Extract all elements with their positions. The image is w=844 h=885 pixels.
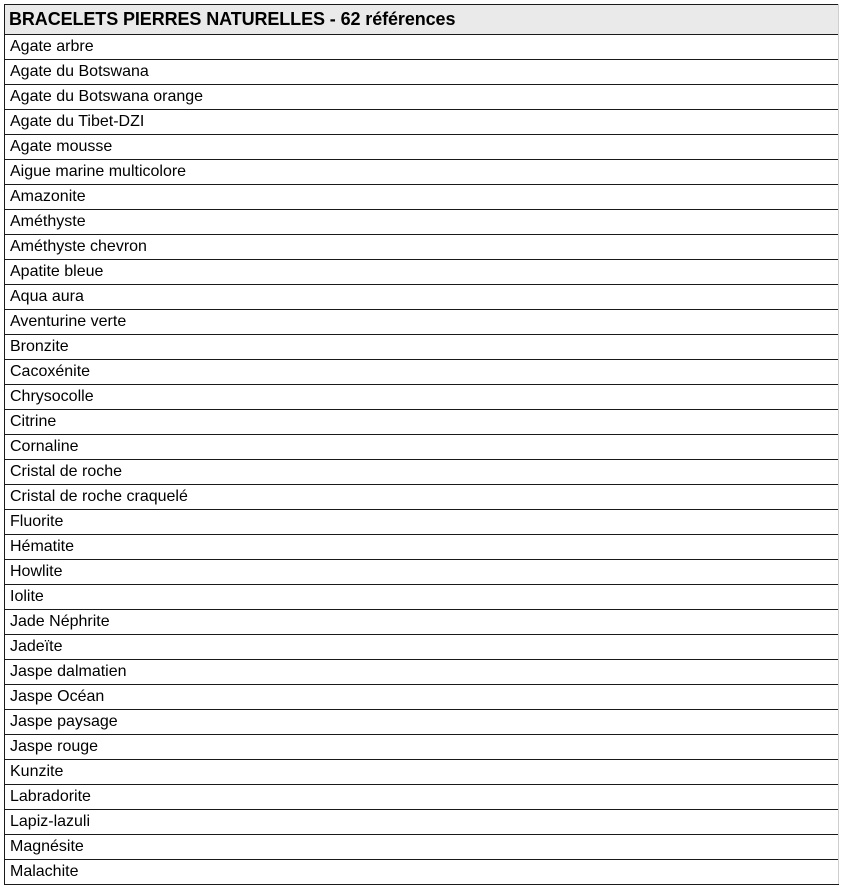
table-row[interactable]: Améthyste [5,210,839,235]
table-row[interactable]: Agate mousse [5,135,839,160]
table-row[interactable]: Cristal de roche [5,460,839,485]
table-row[interactable]: Agate arbre [5,35,839,60]
table-row[interactable]: Hématite [5,535,839,560]
table-row[interactable]: Iolite [5,585,839,610]
table-row[interactable]: Agate du Botswana [5,60,839,85]
table-row[interactable]: Lapiz-lazuli [5,810,839,835]
table-row[interactable]: Howlite [5,560,839,585]
table-row[interactable]: Cristal de roche craquelé [5,485,839,510]
table-row[interactable]: Jade Néphrite [5,610,839,635]
table-row[interactable]: Labradorite [5,785,839,810]
table-row[interactable]: Malachite [5,860,839,885]
table-row[interactable]: Aventurine verte [5,310,839,335]
table-row[interactable]: Jaspe rouge [5,735,839,760]
table-row[interactable]: Agate du Tibet-DZI [5,110,839,135]
table-row[interactable]: Aigue marine multicolore [5,160,839,185]
table-row[interactable]: Magnésite [5,835,839,860]
adjacent-column-edge [838,4,844,884]
table-row[interactable]: Jaspe dalmatien [5,660,839,685]
table-row[interactable]: Bronzite [5,335,839,360]
table-row[interactable]: Chrysocolle [5,385,839,410]
table-row[interactable]: Jadeïte [5,635,839,660]
table-body [5,35,839,885]
table-row[interactable]: Jaspe paysage [5,710,839,735]
table-row[interactable]: Fluorite [5,510,839,535]
table-row[interactable]: Améthyste chevron [5,235,839,260]
stone-list-table [4,4,839,885]
table-row[interactable]: Agate du Botswana orange [5,85,839,110]
table-row[interactable]: Citrine [5,410,839,435]
table-row[interactable]: Aqua aura [5,285,839,310]
table-row[interactable]: Cacoxénite [5,360,839,385]
table-row[interactable]: Amazonite [5,185,839,210]
table-row[interactable]: Apatite bleue [5,260,839,285]
table-header[interactable] [5,5,839,35]
table-row[interactable]: Jaspe Océan [5,685,839,710]
table-title: BRACELETS PIERRES NATURELLES - 62 références [9,9,456,29]
table-row[interactable]: Cornaline [5,435,839,460]
table-row[interactable]: Kunzite [5,760,839,785]
